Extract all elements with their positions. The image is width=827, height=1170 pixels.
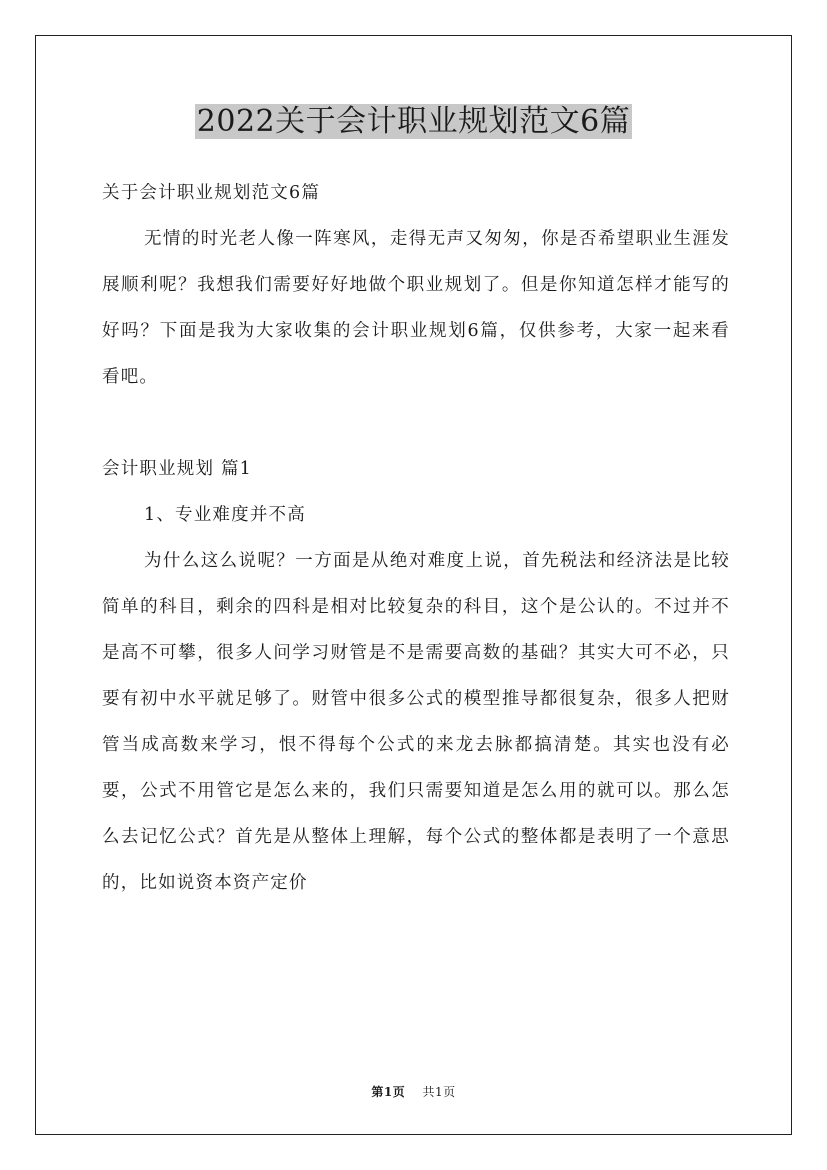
document-body [102, 170, 730, 906]
document-subtitle: 关于会计职业规划范文6篇 [102, 183, 321, 203]
body-paragraph: 为什么这么说呢？一方面是从绝对难度上说，首先税法和经济法是比较简单的科目，剩余的四科是相对比较复杂的科目，这个是公认的。不过并不是高不可攀，很多人问学习财管是不是需要高数的基础？其实大可不必，只要有初中水平就足够了。财管中很多公式的模型推导都很复杂，很多人把财管当成高数来学习，恨不得每个公式的来龙去脉都搞清楚。其实也没有必要，公式不用管它是怎么来的，我们只需要知道是怎么用的就可以。那么怎么去记忆公式？首先是从整体上理解，每个公式的整体都是表明了一个意思的，比如说资本资产定价 [102, 551, 730, 893]
page-total: 共1页 [422, 1085, 456, 1099]
section-heading: 会计职业规划 篇1 [102, 459, 252, 479]
page-footer [0, 1083, 827, 1100]
page-number: 第1页 [371, 1085, 406, 1099]
document-title-text: 2022关于会计职业规划范文6篇 [196, 104, 631, 139]
document-title [0, 100, 827, 144]
intro-paragraph: 无情的时光老人像一阵寒风，走得无声又匆匆，你是否希望职业生涯发展顺利呢？我想我们需要好好地做个职业规划了。但是你知道怎样才能写的好吗？下面是我为大家收集的会计职业规划6篇，仅供参考，大家一起来看看吧。 [102, 229, 730, 387]
section-spacer [102, 400, 730, 446]
point-heading: 1、专业难度并不高 [144, 505, 306, 525]
